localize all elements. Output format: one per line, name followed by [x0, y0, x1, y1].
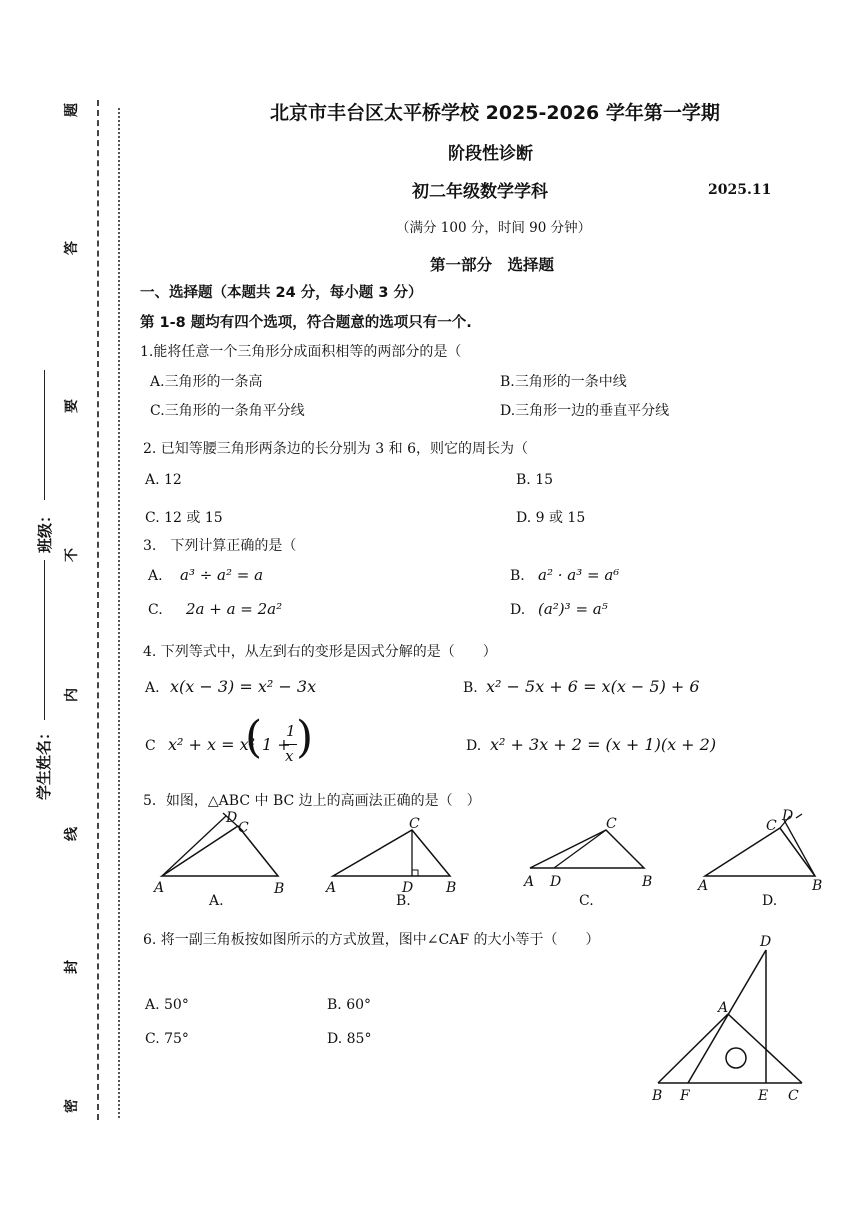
- q6-option-b[interactable]: B. 60°: [327, 997, 372, 1013]
- exam-date: 2025.11: [708, 182, 772, 198]
- q6-option-d[interactable]: D. 85°: [327, 1031, 372, 1047]
- q5d-label-b: B: [812, 878, 823, 894]
- q3-stem: 3. 下列计算正确的是（: [143, 538, 297, 554]
- q5-figure-a: [152, 810, 284, 897]
- q5c-label-a: A: [524, 874, 535, 890]
- q5-figure-c: [522, 816, 652, 890]
- q5b-label-d: D: [402, 880, 414, 896]
- margin-char-4: 不: [64, 548, 80, 562]
- q4-option-a[interactable]: A.: [145, 680, 160, 696]
- q4-option-c-lead: 1 +: [262, 735, 291, 754]
- q6-stem: 6. 将一副三角板按如图所示的方式放置，图中∠CAF 的大小等于（ ）: [143, 932, 600, 948]
- class-blank[interactable]: [44, 370, 45, 500]
- q5a-label-b: B: [274, 881, 285, 897]
- q5b-label-c: C: [409, 816, 420, 832]
- q6-label-b: B: [652, 1088, 663, 1104]
- q4-stem: 4. 下列等式中，从左到右的变形是因式分解的是（ ）: [143, 644, 497, 660]
- name-label: 学生姓名：: [35, 724, 54, 801]
- q3-option-a[interactable]: A.: [148, 568, 163, 584]
- binding-line-outer: [118, 108, 120, 1118]
- class-label: 班级：: [36, 507, 55, 554]
- q5d-label-a: A: [698, 878, 709, 894]
- q2-option-c[interactable]: C. 12 或 15: [145, 510, 223, 526]
- q5a-label-a: A: [154, 880, 165, 896]
- q5-figure-b: [324, 816, 456, 896]
- q2-stem: 2. 已知等腰三角形两条边的长分别为 3 和 6，则它的周长为（: [143, 441, 528, 457]
- q1-option-b[interactable]: B.三角形的一条中线: [500, 374, 627, 390]
- q4-option-c-frac-bar: [283, 744, 297, 745]
- q4-option-c[interactable]: C: [145, 738, 156, 754]
- q3-option-d-expr: (a²)³ = a⁵: [538, 600, 608, 618]
- q4-option-c-paren-close: ): [296, 712, 314, 763]
- q4-option-c-frac-bottom: x: [285, 747, 294, 765]
- part-title: 第一部分 选择题: [430, 256, 555, 274]
- q3-option-b[interactable]: B.: [510, 568, 525, 584]
- q5c-label-d: D: [550, 874, 562, 890]
- q4-option-d-expr: x² + 3x + 2 = (x + 1)(x + 2): [490, 735, 717, 754]
- margin-char-8: 密: [64, 1099, 80, 1113]
- q5a-label-d: D: [226, 810, 238, 826]
- q4-option-b[interactable]: B.: [463, 680, 478, 696]
- exam-subject: 初二年级数学学科: [412, 182, 548, 202]
- margin-char-6: 线: [64, 827, 80, 841]
- name-blank[interactable]: [44, 560, 45, 720]
- q6-label-d: D: [760, 934, 772, 950]
- q5c-label-c: C: [606, 816, 617, 832]
- margin-char-2: 答: [64, 241, 80, 255]
- section-heading: 一、选择题（本题共 24 分，每小题 3 分）: [140, 285, 423, 301]
- q1-option-c[interactable]: C.三角形的一条角平分线: [150, 403, 305, 419]
- q5c-label-b: B: [642, 874, 653, 890]
- q4-option-b-expr: x² − 5x + 6 = x(x − 5) + 6: [486, 677, 700, 696]
- q3-option-c[interactable]: C.: [148, 602, 163, 618]
- q4-option-c-expr: x² + x = x²: [168, 735, 256, 754]
- q6-label-f: F: [680, 1088, 690, 1104]
- q4-option-c-paren: (: [245, 712, 263, 763]
- q1-option-a[interactable]: A.三角形的一条高: [150, 374, 263, 390]
- q5d-label-c: C: [766, 818, 777, 834]
- q6-option-c[interactable]: C. 75°: [145, 1031, 189, 1047]
- q2-option-d[interactable]: D. 9 或 15: [516, 510, 586, 526]
- q3-option-b-expr: a² · a³ = a⁶: [538, 566, 620, 584]
- margin-char-5: 内: [64, 688, 80, 702]
- q2-option-a[interactable]: A. 12: [145, 472, 182, 488]
- q3-option-a-expr: a³ ÷ a² = a: [180, 566, 264, 584]
- q4-option-d[interactable]: D.: [466, 738, 482, 754]
- q2-option-b[interactable]: B. 15: [516, 472, 554, 488]
- q5-option-a[interactable]: A.: [209, 893, 224, 909]
- q1-option-d[interactable]: D.三角形一边的垂直平分线: [500, 403, 670, 419]
- binding-line-right: [97, 100, 99, 1120]
- q6-label-a: A: [718, 1000, 729, 1016]
- q4-option-c-frac-top: 1: [286, 722, 296, 740]
- q5-option-c[interactable]: C.: [579, 893, 594, 909]
- q5b-label-a: A: [326, 880, 337, 896]
- q5-option-d[interactable]: D.: [762, 893, 778, 909]
- exam-score-time: （满分 100 分，时间 90 分钟）: [396, 220, 592, 236]
- instruction: 第 1-8 题均有四个选项，符合题意的选项只有一个.: [140, 315, 472, 331]
- q5-figures: [150, 808, 850, 908]
- q5a-label-c: C: [238, 820, 249, 836]
- q1-stem: 1.能将任意一个三角形分成面积相等的两部分的是（: [140, 344, 462, 360]
- q3-option-d[interactable]: D.: [510, 602, 526, 618]
- q5-option-b[interactable]: B.: [396, 893, 411, 909]
- margin-char-7: 封: [64, 960, 80, 974]
- q5-stem: 5．如图，△ABC 中 BC 边上的高画法正确的是（ ）: [143, 793, 481, 809]
- q3-option-c-expr: 2a + a = 2a²: [186, 600, 283, 618]
- margin-char-1: 题: [64, 103, 80, 117]
- exam-stage: 阶段性诊断: [448, 144, 533, 164]
- q6-label-c: C: [788, 1088, 799, 1104]
- q6-label-e: E: [758, 1088, 769, 1104]
- margin-char-3: 要: [64, 399, 80, 413]
- q5d-label-d: D: [782, 808, 794, 824]
- q5b-label-b: B: [446, 880, 457, 896]
- q5-figure-d: [696, 808, 822, 894]
- q6-option-a[interactable]: A. 50°: [145, 997, 189, 1013]
- q6-figure: [650, 930, 820, 1110]
- exam-title: 北京市丰台区太平桥学校 2025-2026 学年第一学期: [270, 102, 720, 124]
- q4-option-a-expr: x(x − 3) = x² − 3x: [170, 677, 317, 696]
